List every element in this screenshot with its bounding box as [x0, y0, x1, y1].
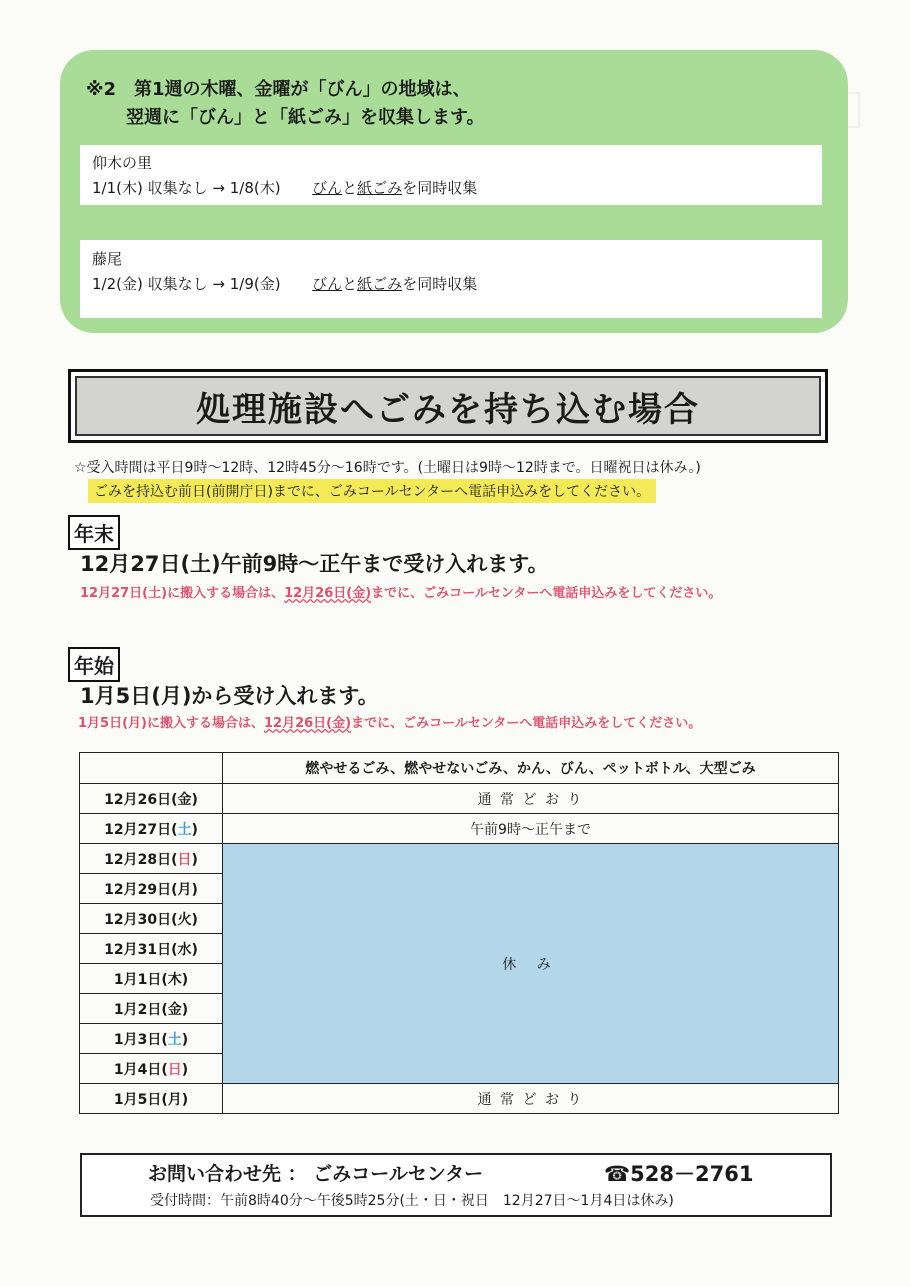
contact-hours: 受付時間：午前8時40分～午後5時25分(土・日・祝日 12月27日～1月4日は休み): [150, 1193, 674, 1209]
area-schedule: 1/1(木) 収集なし → 1/8(木) びんと紙ごみを同時収集: [92, 179, 478, 197]
table-row: [80, 844, 839, 874]
table-row: [80, 784, 839, 814]
year-end-main: 12月27日(土)午前9時～正午まで受け入れます。: [80, 552, 549, 576]
row-status: 午前9時～正午まで: [223, 814, 839, 844]
year-start-warning: 1月5日(月)に搬入する場合は、12月26日(金)までに、ごみコールセンターへ電話申込みをしてください。: [78, 716, 702, 731]
area-box-fujio: [80, 240, 822, 318]
row-date: 12月28日(日): [80, 844, 223, 874]
table-row: [80, 814, 839, 844]
row-date: 12月26日(金): [80, 784, 223, 814]
row-date: 1月1日(木): [80, 964, 223, 994]
table-header: 燃やせるごみ、燃やせないごみ、かん、びん、ペットボトル、大型ごみ: [223, 753, 839, 784]
collection-note-line1: ※2 第1週の木曜、金曜が「びん」の地域は、: [86, 79, 471, 100]
schedule-table: [79, 752, 839, 1114]
row-date: 12月27日(土): [80, 814, 223, 844]
contact-label: お問い合わせ先 ： ごみコールセンター: [148, 1163, 484, 1185]
area-name: 仰木の里: [92, 154, 153, 172]
table-header-row: [80, 753, 839, 784]
area-box-ogi: [80, 145, 822, 205]
row-status: 通 常 ど お り: [223, 784, 839, 814]
year-end-warning: 12月27日(土)に搬入する場合は、12月26日(金)までに、ごみコールセンターへ電話申込みをしてください。: [80, 586, 722, 601]
year-start-tag: 年始: [68, 647, 120, 682]
area-name: 藤尾: [92, 250, 123, 268]
year-start-main: 1月5日(月)から受け入れます。: [80, 684, 379, 708]
row-date: 12月29日(月): [80, 874, 223, 904]
holiday-cell: 休 み: [223, 844, 839, 1084]
row-status: 通 常 ど お り: [223, 1084, 839, 1114]
row-date: 1月2日(金): [80, 994, 223, 1024]
hours-note: ☆受入時間は平日9時～12時、12時45分～16時です。(土曜日は9時～12時まで。日曜祝日は休み。): [74, 460, 701, 476]
row-date: 1月5日(月): [80, 1084, 223, 1114]
row-date: 1月3日(土): [80, 1024, 223, 1054]
contact-phone: ☎528－2761: [604, 1162, 754, 1186]
collection-note-line2: 翌週に「びん」と「紙ごみ」を収集します。: [126, 107, 485, 128]
reservation-note: ごみを持込む前日(前開庁日)までに、ごみコールセンターへ電話申込みをしてください。: [88, 479, 656, 503]
collection-note: [86, 76, 485, 132]
section-banner: [68, 369, 828, 443]
table-corner: [80, 753, 223, 784]
contact-box: [80, 1153, 832, 1217]
year-end-tag: 年末: [68, 515, 120, 550]
table-row: [80, 1084, 839, 1114]
area-schedule: 1/2(金) 収集なし → 1/9(金) びんと紙ごみを同時収集: [92, 275, 478, 293]
row-date: 12月31日(水): [80, 934, 223, 964]
row-date: 1月4日(日): [80, 1054, 223, 1084]
section-title: 処理施設へごみを持ち込む場合: [75, 376, 821, 436]
row-date: 12月30日(火): [80, 904, 223, 934]
